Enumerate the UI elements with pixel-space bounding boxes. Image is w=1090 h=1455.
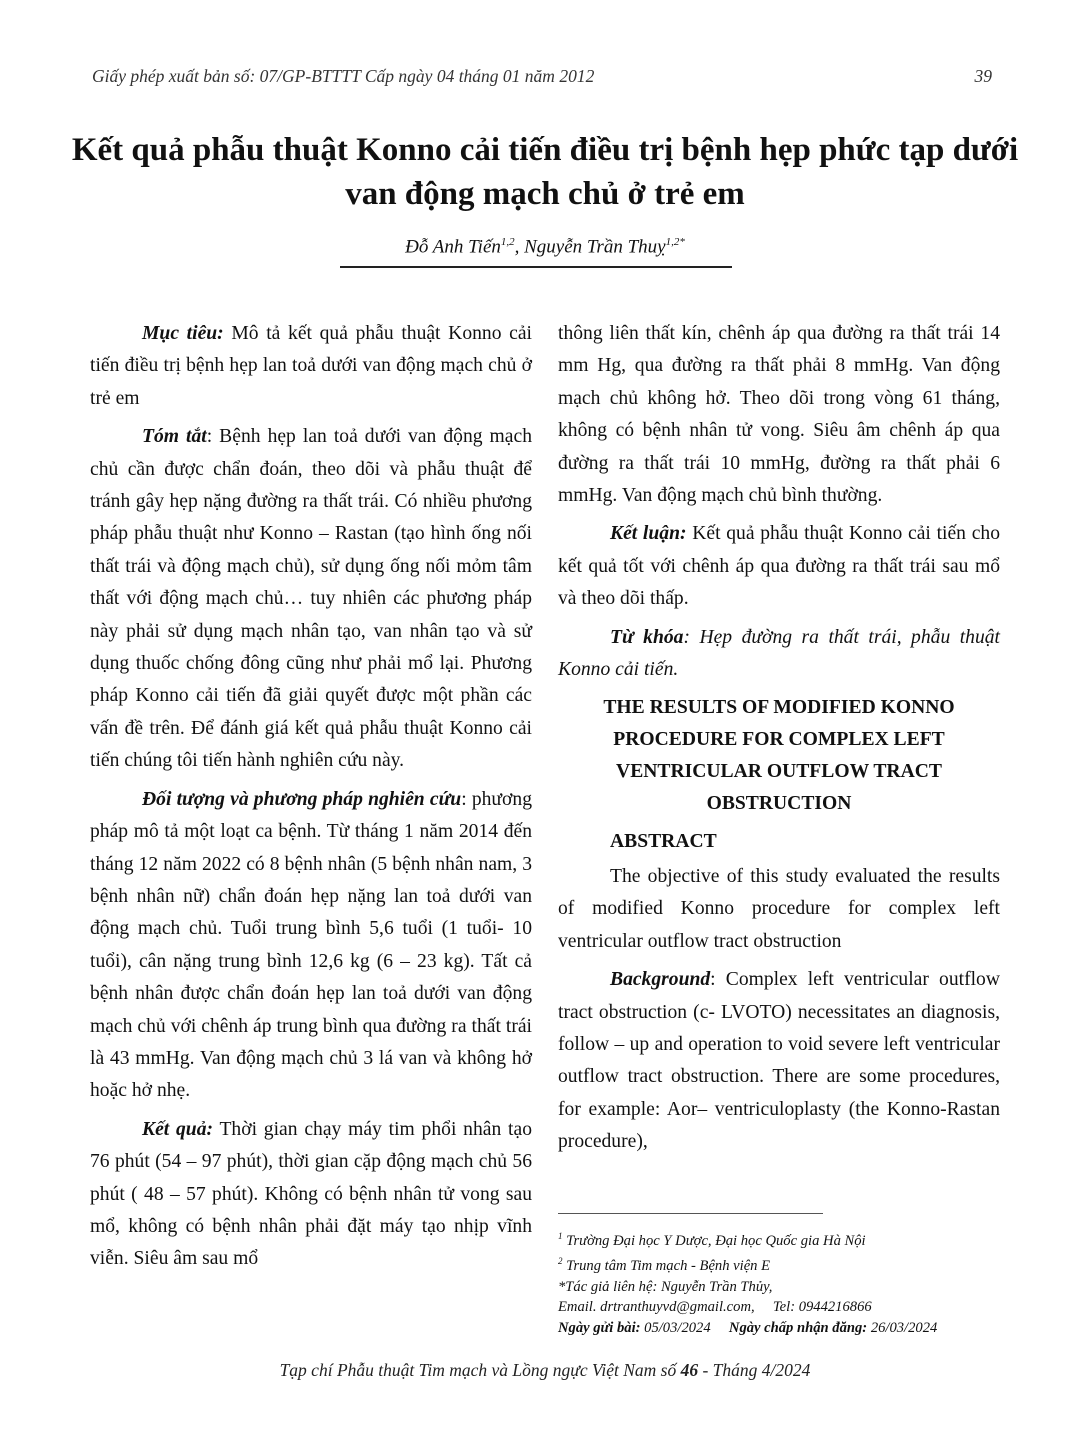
accepted-label: Ngày chấp nhận đăng: — [728, 1319, 868, 1336]
label: Kết luận: — [610, 523, 687, 545]
conclusion-paragraph — [558, 518, 1000, 615]
background-paragraph — [558, 964, 1000, 1158]
abstract-heading: ABSTRACT — [610, 831, 717, 853]
text: : phương pháp mô tả một loạt ca bệnh. Từ tháng 1 năm 2014 đến tháng 12 năm 2022 có 8 bệnh nhân (5 bệnh nhân nam, 3 bệnh nhân nữ) chẩn đoán hẹp nặng lan toả dưới van động mạch chủ. Tuổi trung bình 5,6 tuổi (1 tuổi- 10 tuổi), cân nặng trung bình 12,6 kg (6 – 23 kg). Tất cả bệnh nhân được chẩn đoán hẹp lan toả dưới van động mạch chủ với chênh áp trung bình qua đường ra thất trái là 43 mmHg. Van động mạch chủ 3 lá van và không hở hoặc hở nhẹ. — [90, 788, 533, 1102]
author-2: Nguyễn Trần Thuỵ — [524, 236, 666, 258]
author-sep: , — [514, 236, 525, 258]
methods-paragraph — [90, 784, 532, 1108]
text: : Hẹp đường ra thất trái, phẫu thuật Konno cải tiến. — [558, 626, 1000, 681]
text: : Complex left ventricular outflow tract obstruction (c- LVOTO) necessitates an diagnosis, follow – up and operation to void severe left ventricular outflow tract obstruction. There are some procedures, for example: Aor– ventriculoplasty (the Konno-Rastan procedure), — [558, 969, 1000, 1153]
label: Kết quả: — [142, 1118, 214, 1140]
keywords-paragraph — [558, 622, 1000, 687]
label: Từ khóa — [610, 626, 684, 648]
article-title: Kết quả phẫu thuật Konno cải tiến điều trị bệnh hẹp phức tạp dưới van động mạch chủ ở trẻ em — [71, 132, 1019, 212]
summary-paragraph — [90, 421, 532, 777]
author-1-affil: 1,2 — [500, 236, 515, 248]
journal-footer — [0, 1360, 1090, 1381]
authors — [0, 236, 1090, 258]
fn-text: Trung tâm Tim mạch - Bệnh viện E — [562, 1258, 771, 1275]
text: Mô tả kết quả phẫu thuật Konno cải tiến điều trị bệnh hẹp lan toả dưới van động mạch chủ ở trẻ em — [90, 323, 532, 409]
author-1: Đỗ Anh Tiến — [405, 236, 501, 258]
objective-paragraph — [90, 318, 532, 415]
author-rule — [340, 266, 732, 268]
footnotes — [558, 1226, 1018, 1338]
label: Đối tượng và phương pháp nghiên cứu — [142, 788, 462, 810]
footer-issue: 46 — [680, 1360, 699, 1380]
text: Thời gian chạy máy tim phổi nhân tạo 76 phút (54 – 97 phút), thời gian cặp động mạch chủ 56 phút ( 48 – 57 phút). Không có bệnh nhân tử vong sau mổ, không có bệnh nhân phải đặt máy tạo nhịp vĩnh viễn. Siêu âm sau mổ — [90, 1118, 532, 1270]
footer-date: - Tháng 4/2024 — [698, 1360, 811, 1380]
fn-mark: 1 — [558, 1231, 563, 1241]
contact: Email. drtranthuyvd@gmail.com, Tel: 0944216866 — [558, 1299, 872, 1316]
label: Mục tiêu: — [142, 323, 224, 344]
results-continued: thông liên thất kín, chênh áp qua đường ra thất trái 14 mm Hg, qua đường ra thất phải 8 mmHg. Van động mạch chủ không hở. Theo dõi trong vòng 61 tháng, không có bệnh nhân tử vong. Siêu âm chênh áp qua đường ra thất trái 10 mmHg, đường ra thất phải 6 mmHg. Van động mạch chủ bình thường. — [558, 323, 1000, 507]
footnote-rule — [558, 1213, 823, 1214]
footer-journal: Tạp chí Phẫu thuật Tim mạch và Lồng ngực Việt Nam số — [279, 1360, 681, 1380]
running-header: Giấy phép xuất bản số: 07/GP-BTTTT Cấp ngày 04 tháng 01 năm 2012 — [92, 66, 595, 86]
footnote-1 — [558, 1226, 1018, 1251]
english-title: THE RESULTS OF MODIFIED KONNO PROCEDURE FOR COMPLEX LEFT VENTRICULAR OUTFLOW TRACT OBSTRUCTION — [603, 697, 955, 815]
fn-text: Trường Đại học Y Dược, Đại học Quốc gia Hà Nội — [562, 1232, 866, 1249]
left-column — [90, 318, 532, 1282]
author-2-affil: 1,2* — [665, 236, 685, 248]
corresponding-author: *Tác giả liên hệ: Nguyễn Trần Thủy, — [558, 1278, 773, 1295]
right-column — [558, 318, 1000, 1165]
dates — [558, 1318, 1018, 1339]
fn-mark: 2 — [558, 1256, 563, 1267]
sent-label: Ngày gửi bài: — [558, 1319, 641, 1336]
label: Tóm tắt — [142, 426, 207, 448]
text: Kết quả phẫu thuật Konno cải tiến cho kết quả tốt với chênh áp qua đường ra thất trái sau mổ và theo dõi thấp. — [558, 523, 1000, 610]
sent-date: 05/03/2024 — [640, 1319, 711, 1336]
page-number: 39 — [974, 66, 992, 86]
objective-en-paragraph: The objective of this study evaluated the results of modified Konno procedure for complex left ventricular outflow tract obstruction — [558, 865, 1000, 952]
text: : Bệnh hẹp lan toả dưới van động mạch chủ cần được chẩn đoán, theo dõi và phẫu thuật để tránh gây hẹp nặng đường ra thất trái. Có nhiều phương pháp phẫu thuật như Konno – Rastan (tạo hình ống nối thất trái và động mạch chủ), sử dụng ống nối mỏm tâm thất với động mạch chủ… tuy nhiên các phương pháp này phải sử dụng mạch nhân tạo, van nhân tạo và sử dụng thuốc chống đông cũng như phải mổ lại. Phương pháp Konno cải tiến đã giải quyết được một phần các vấn đề trên. Để đánh giá kết quả phẫu thuật Konno cải tiến chúng tôi tiến hành nghiên cứu này. — [90, 426, 532, 772]
label: Background — [610, 969, 711, 991]
accepted-date: 26/03/2024 — [867, 1319, 938, 1336]
footnote-2 — [558, 1251, 1018, 1276]
results-paragraph — [90, 1114, 532, 1276]
